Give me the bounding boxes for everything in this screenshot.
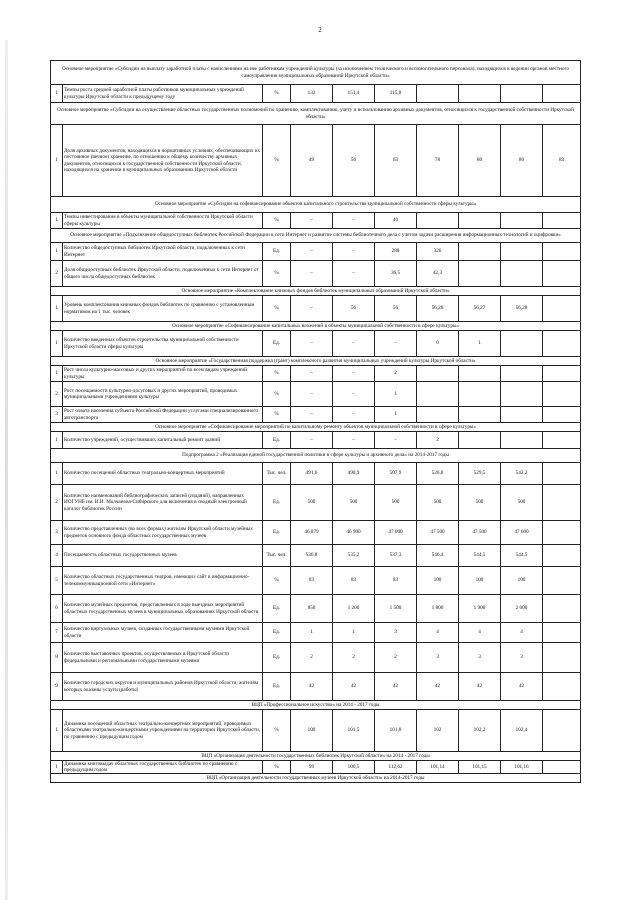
indicator-name: Количество областных государственных театров, имеющих сайт в информационно-телекоммуникационной сети «Интернет» [63, 567, 263, 595]
unit-cell: Ед. [263, 521, 291, 545]
section-header-row [51, 103, 581, 125]
value-cell: 56 [333, 296, 375, 322]
value-cell: 112,62 [375, 761, 417, 774]
value-cell: 3 [501, 643, 543, 673]
section-header-row [51, 322, 581, 331]
value-cell [543, 761, 581, 774]
unit-cell: % [263, 213, 291, 229]
section-title: Основное мероприятие «Субсидии на осуществление областных государственных полномочий по хранению, комплектованию, учету и использованию архивных документов, относящихся к государственной собственности Иркутской области» [51, 103, 581, 125]
value-cell: 2 [375, 643, 417, 673]
indicator-row [51, 485, 581, 521]
value-cell [543, 545, 581, 567]
value-cell: 1 [459, 331, 501, 357]
value-cell: 498,9 [333, 463, 375, 485]
value-cell [543, 261, 581, 287]
value-cell: 507,9 [375, 463, 417, 485]
value-cell: 1 900 [459, 595, 501, 623]
unit-cell: % [263, 567, 291, 595]
indicator-row [51, 125, 581, 197]
unit-cell: % [263, 407, 291, 423]
indicator-name: Доля общедоступных библиотек Иркутской области, подключенных к сети Интернет от общего числа общедоступных библиотек [63, 261, 263, 287]
indicator-name: Количество музейных предметов, представленных в ходе выездных мероприятий областных государственных музеев в муниципальных образованиях Иркутской области [63, 595, 263, 623]
value-cell: – [333, 407, 375, 423]
value-cell: 78 [417, 125, 459, 197]
value-cell: 537,3 [375, 545, 417, 567]
value-cell: – [375, 331, 417, 357]
value-cell [543, 382, 581, 407]
section-header-row [51, 701, 581, 710]
value-cell: 101,16 [501, 761, 543, 774]
value-cell: 3 [417, 643, 459, 673]
value-cell: 1 500 [375, 595, 417, 623]
value-cell: 491,6 [291, 463, 333, 485]
unit-cell: % [263, 761, 291, 774]
unit-cell: % [263, 382, 291, 407]
value-cell: 42,3 [417, 261, 459, 287]
value-cell: – [375, 432, 417, 449]
value-cell: 100,5 [333, 761, 375, 774]
unit-cell: Ед. [263, 432, 291, 449]
section-header-row [51, 449, 581, 463]
unit-cell: Ед. [263, 643, 291, 673]
value-cell: 101,14 [417, 761, 459, 774]
unit-cell: Ед. [263, 243, 291, 261]
row-number: 8 [51, 643, 63, 673]
indicator-row [51, 243, 581, 261]
value-cell: 3 [459, 643, 501, 673]
indicator-name: Количество наименований библиографических записей (изданий), направленных ИОГУНБ им. И.И. Молчанова-Сибирского для включения в сводный электронный каталог библиотек России [63, 485, 263, 521]
value-cell: 544,5 [459, 545, 501, 567]
section-title: ВЦП «Организация деятельности государственных музеев Иркутской области» на 2014-2017 годы [51, 774, 581, 783]
value-cell: – [333, 382, 375, 407]
value-cell: 500 [291, 485, 333, 521]
value-cell: 3 [375, 623, 417, 643]
value-cell: 1 [375, 407, 417, 423]
row-number: 3 [51, 521, 63, 545]
value-cell: 526,8 [417, 463, 459, 485]
indicator-name: Количество общедоступных библиотек Иркутской области, подключенных к сети Интернет [63, 243, 263, 261]
value-cell: 101,8 [375, 710, 417, 752]
row-number: 1 [51, 296, 63, 322]
value-cell [501, 261, 543, 287]
value-cell: 83 [333, 567, 375, 595]
value-cell: 2 [417, 432, 459, 449]
value-cell [543, 407, 581, 423]
value-cell: 63 [375, 125, 417, 197]
indicator-name: Уровень комплектования книжных фондов библиотек по сравнению с установленным нормативом на 1 тыс. человек [63, 296, 263, 322]
unit-cell: Ед. [263, 331, 291, 357]
value-cell: 102,4 [501, 710, 543, 752]
value-cell [543, 331, 581, 357]
value-cell: 36,5 [375, 261, 417, 287]
value-cell: 1 800 [417, 595, 459, 623]
value-cell [501, 85, 543, 103]
row-number: 9 [51, 673, 63, 701]
indicator-row [51, 521, 581, 545]
value-cell [459, 366, 501, 382]
value-cell: 40 [375, 213, 417, 229]
value-cell: 101,15 [459, 761, 501, 774]
value-cell [501, 213, 543, 229]
value-cell: 42 [291, 673, 333, 701]
value-cell [459, 432, 501, 449]
section-header-row [51, 61, 581, 85]
value-cell [543, 85, 581, 103]
value-cell: 850 [291, 595, 333, 623]
value-cell: – [333, 261, 375, 287]
value-cell: 1 200 [333, 595, 375, 623]
value-cell [501, 243, 543, 261]
value-cell: 102,2 [459, 710, 501, 752]
indicator-row [51, 85, 581, 103]
value-cell: 56,28 [501, 296, 543, 322]
value-cell: 288 [375, 243, 417, 261]
row-number: 3 [51, 407, 63, 423]
value-cell: 47 600 [501, 521, 543, 545]
value-cell: 2 [375, 366, 417, 382]
indicator-row [51, 463, 581, 485]
value-cell [543, 243, 581, 261]
value-cell: 42 [375, 673, 417, 701]
value-cell: 500 [501, 485, 543, 521]
indicator-row [51, 213, 581, 229]
value-cell: 46 900 [333, 521, 375, 545]
value-cell: 535,2 [333, 545, 375, 567]
value-cell: 46 879 [291, 521, 333, 545]
unit-cell: % [263, 296, 291, 322]
indicator-row [51, 710, 581, 752]
section-title: Подпрограмма 2 «Реализация единой государственной политики в сфере культуры и архивного дела» на 2014-2017 годы [51, 449, 581, 463]
value-cell: 101,5 [333, 710, 375, 752]
value-cell [459, 382, 501, 407]
value-cell: 99 [291, 761, 333, 774]
row-number: 1 [51, 213, 63, 229]
indicator-row [51, 407, 581, 423]
unit-cell: % [263, 710, 291, 752]
value-cell [459, 213, 501, 229]
value-cell: – [333, 243, 375, 261]
value-cell: 4 [501, 623, 543, 643]
unit-cell: % [263, 85, 291, 103]
value-cell: 56,26 [417, 296, 459, 322]
indicator-name: Количество введенных объектов строительства муниципальной собственности Иркутской области сферы культуры [63, 331, 263, 357]
indicator-name: Рост числа культурно-массовых и других мероприятий по всем видам учреждений культуры [63, 366, 263, 382]
indicator-name: Количество посещений областных театрально-концертных мероприятий [63, 463, 263, 485]
row-number: 1 [51, 463, 63, 485]
value-cell: 536,8 [291, 545, 333, 567]
value-cell [417, 366, 459, 382]
value-cell [459, 243, 501, 261]
unit-cell: % [263, 366, 291, 382]
unit-cell: Тыс. чел. [263, 545, 291, 567]
value-cell [501, 432, 543, 449]
value-cell: 115,8 [375, 85, 417, 103]
value-cell: 100 [417, 567, 459, 595]
value-cell [543, 432, 581, 449]
unit-cell: Ед. [263, 673, 291, 701]
value-cell [543, 485, 581, 521]
value-cell [543, 521, 581, 545]
value-cell: – [291, 331, 333, 357]
value-cell: – [291, 366, 333, 382]
value-cell [543, 595, 581, 623]
value-cell: 544,5 [501, 545, 543, 567]
indicators-document [50, 60, 580, 783]
indicator-name: Динамика книговыдач областных государственных библиотек по сравнению с предыдущим годом [63, 761, 263, 774]
section-title: Основное мероприятие «Софинансирование капитальных вложений в объекты муниципальной собственности в сфере культуры» [51, 322, 581, 331]
indicator-name: Динамика посещений областных театрально-концертных мероприятий, проводимых областными театрально-концертными учреждениями на территории Иркутской области, по сравнению с предыдущим годом [63, 710, 263, 752]
indicator-row [51, 673, 581, 701]
indicator-name: Темпы роста средней заработной платы работников муниципальных учреждений культуры Иркутской области к предыдущему году [63, 85, 263, 103]
indicator-row [51, 761, 581, 774]
indicator-row [51, 382, 581, 407]
value-cell: 56 [375, 296, 417, 322]
row-number: 1 [51, 366, 63, 382]
indicator-name: Доля архивных документов, находящихся в нормативных условиях, обеспечивающих их постоянное (вечное) хранение, по отношению к общему количеству архивных документов, относящихся к государственной собственности Иркутской области, находящихся на хранении в муниципальных образованиях Иркутской области [63, 125, 263, 197]
value-cell [459, 85, 501, 103]
indicator-row [51, 331, 581, 357]
value-cell [501, 331, 543, 357]
unit-cell: % [263, 261, 291, 287]
row-number: 2 [51, 261, 63, 287]
value-cell: 542,2 [501, 463, 543, 485]
value-cell [501, 382, 543, 407]
value-cell [459, 261, 501, 287]
section-title: Основное мероприятие «Софинансирование мероприятий по капитальному ремонту объектов муниципальной собственности в сфере культуры» [51, 423, 581, 432]
value-cell: 47 000 [375, 521, 417, 545]
value-cell: – [333, 432, 375, 449]
indicator-name: Темпы инвестирования в объекты муниципальной собственности Иркутской области сферы культуры [63, 213, 263, 229]
indicator-name: Количество виртуальных музеев, созданных государственными музеями Иркутской области [63, 623, 263, 643]
value-cell [543, 710, 581, 752]
unit-cell: Ед. [263, 623, 291, 643]
value-cell: 100 [459, 567, 501, 595]
value-cell: 4 [459, 623, 501, 643]
indicator-name: Количество городских округов и муниципальных районов Иркутской области, жителям которых оказаны услуги (работы) [63, 673, 263, 701]
section-title: Основное мероприятие «Подключение общедоступных библиотек Российской Федерации к сети Интернет и развитие системы библиотечного дела с учетом задачи расширения информационных технологий и оцифровки» [51, 229, 581, 243]
row-number: 1 [51, 85, 63, 103]
value-cell [543, 673, 581, 701]
section-title: Основное мероприятие «Комплектование книжных фондов библиотек муниципальных образований Иркутской области» [51, 287, 581, 296]
section-title: ВЦП «Организация деятельности государственных библиотек Иркутской области» на 2014 - 2017 годы [51, 752, 581, 761]
value-cell: 83 [291, 567, 333, 595]
row-number: 7 [51, 623, 63, 643]
value-cell: – [291, 382, 333, 407]
value-cell: 2 [333, 643, 375, 673]
row-number: 4 [51, 545, 63, 567]
value-cell [543, 567, 581, 595]
indicator-name: Рост посещаемости культурно-досуговых и других мероприятий, проводимых муниципальными учреждениями культуры [63, 382, 263, 407]
row-number: 1 [51, 432, 63, 449]
section-header-row [51, 752, 581, 761]
value-cell [543, 623, 581, 643]
section-title: ВЦП «Профессиональное искусство» на 2014 - 2017 годы [51, 701, 581, 710]
value-cell: 4 [417, 623, 459, 643]
indicator-name: Количество учреждений, осуществивших капитальный ремонт зданий [63, 432, 263, 449]
value-cell: – [291, 213, 333, 229]
value-cell: – [291, 407, 333, 423]
indicator-row [51, 567, 581, 595]
indicator-row [51, 595, 581, 623]
value-cell [459, 407, 501, 423]
value-cell: 42 [459, 673, 501, 701]
value-cell: 500 [459, 485, 501, 521]
unit-cell: Ед. [263, 595, 291, 623]
unit-cell: % [263, 125, 291, 197]
unit-cell: Ед. [263, 485, 291, 521]
value-cell: 133 [291, 85, 333, 103]
value-cell: – [291, 243, 333, 261]
section-title: Основное мероприятие «Субсидии на софинансирование объектов капитального строительства муниципальной собственности сферы культуры» [51, 197, 581, 213]
value-cell: 80 [459, 125, 501, 197]
value-cell: – [333, 366, 375, 382]
section-header-row [51, 357, 581, 366]
row-number: 1 [51, 243, 63, 261]
row-number: 2 [51, 382, 63, 407]
value-cell: 56,27 [459, 296, 501, 322]
section-header-row [51, 774, 581, 783]
value-cell: 1 [375, 382, 417, 407]
value-cell [417, 407, 459, 423]
value-cell: – [291, 296, 333, 322]
value-cell: 2 000 [501, 595, 543, 623]
value-cell: 500 [333, 485, 375, 521]
indicator-row [51, 261, 581, 287]
indicators-table [50, 60, 581, 783]
indicator-row [51, 623, 581, 643]
value-cell: 500 [375, 485, 417, 521]
value-cell: – [291, 432, 333, 449]
value-cell [543, 296, 581, 322]
row-number: 2 [51, 485, 63, 521]
indicator-name: Посещаемость областных государственных музеев [63, 545, 263, 567]
section-header-row [51, 287, 581, 296]
value-cell: – [333, 213, 375, 229]
indicator-row [51, 545, 581, 567]
value-cell: 56 [333, 125, 375, 197]
indicator-row [51, 296, 581, 322]
indicator-name: Рост охвата населения субъекта Российской Федерации услугами специализированного автотранспорта [63, 407, 263, 423]
value-cell: 500 [417, 485, 459, 521]
indicator-row [51, 432, 581, 449]
value-cell: 83 [375, 567, 417, 595]
value-cell: 42 [417, 673, 459, 701]
value-cell: 151,4 [333, 85, 375, 103]
indicator-name: Количество представленных (во всех формах) жителям Иркутской области музейных предметов основного фонда областных государственных музеев [63, 521, 263, 545]
value-cell: 546,4 [417, 545, 459, 567]
value-cell: 1 [333, 623, 375, 643]
row-number: 1 [51, 331, 63, 357]
row-number: 1 [51, 710, 63, 752]
value-cell: 42 [333, 673, 375, 701]
row-number: 1 [51, 761, 63, 774]
row-number: 6 [51, 595, 63, 623]
section-header-row [51, 423, 581, 432]
row-number: 5 [51, 567, 63, 595]
value-cell [501, 407, 543, 423]
value-cell: 47 500 [459, 521, 501, 545]
value-cell: 0 [417, 331, 459, 357]
value-cell [543, 213, 581, 229]
value-cell: 42 [501, 673, 543, 701]
value-cell [417, 382, 459, 407]
value-cell: 49 [291, 125, 333, 197]
section-header-row [51, 229, 581, 243]
unit-cell: Тыс. чел. [263, 463, 291, 485]
section-title: Основное мероприятие «Государственная поддержка (грант) комплексного развития муниципальных учреждений культуры Иркутской области» [51, 357, 581, 366]
value-cell: 326 [417, 243, 459, 261]
value-cell [417, 85, 459, 103]
value-cell: 529,5 [459, 463, 501, 485]
value-cell: 47 500 [417, 521, 459, 545]
value-cell: 80 [501, 125, 543, 197]
value-cell: 102 [417, 710, 459, 752]
value-cell [501, 366, 543, 382]
value-cell: 100 [501, 567, 543, 595]
row-number: 1 [51, 125, 63, 197]
section-title: Основное мероприятие «Субсидии на выплату заработной платы с начислениями на нее работникам учреждений культуры (за исключением технического и вспомогательного персонала), находящихся в ведении органов местного самоуправления муниципальных образований Иркутской области» [51, 61, 581, 85]
indicator-name: Количество выставочных проектов, осуществляемых в Иркутской области федеральными и региональными государственными музеями [63, 643, 263, 673]
value-cell: 2 [291, 643, 333, 673]
value-cell: 1 [291, 623, 333, 643]
indicator-row [51, 643, 581, 673]
scan-edge [5, 40, 8, 900]
value-cell: – [291, 261, 333, 287]
value-cell [543, 366, 581, 382]
value-cell [543, 643, 581, 673]
section-header-row [51, 197, 581, 213]
page-number: 2 [318, 26, 322, 34]
indicator-row [51, 366, 581, 382]
value-cell: 83 [543, 125, 581, 197]
value-cell [543, 463, 581, 485]
value-cell: 100 [291, 710, 333, 752]
value-cell [417, 213, 459, 229]
value-cell: – [333, 331, 375, 357]
